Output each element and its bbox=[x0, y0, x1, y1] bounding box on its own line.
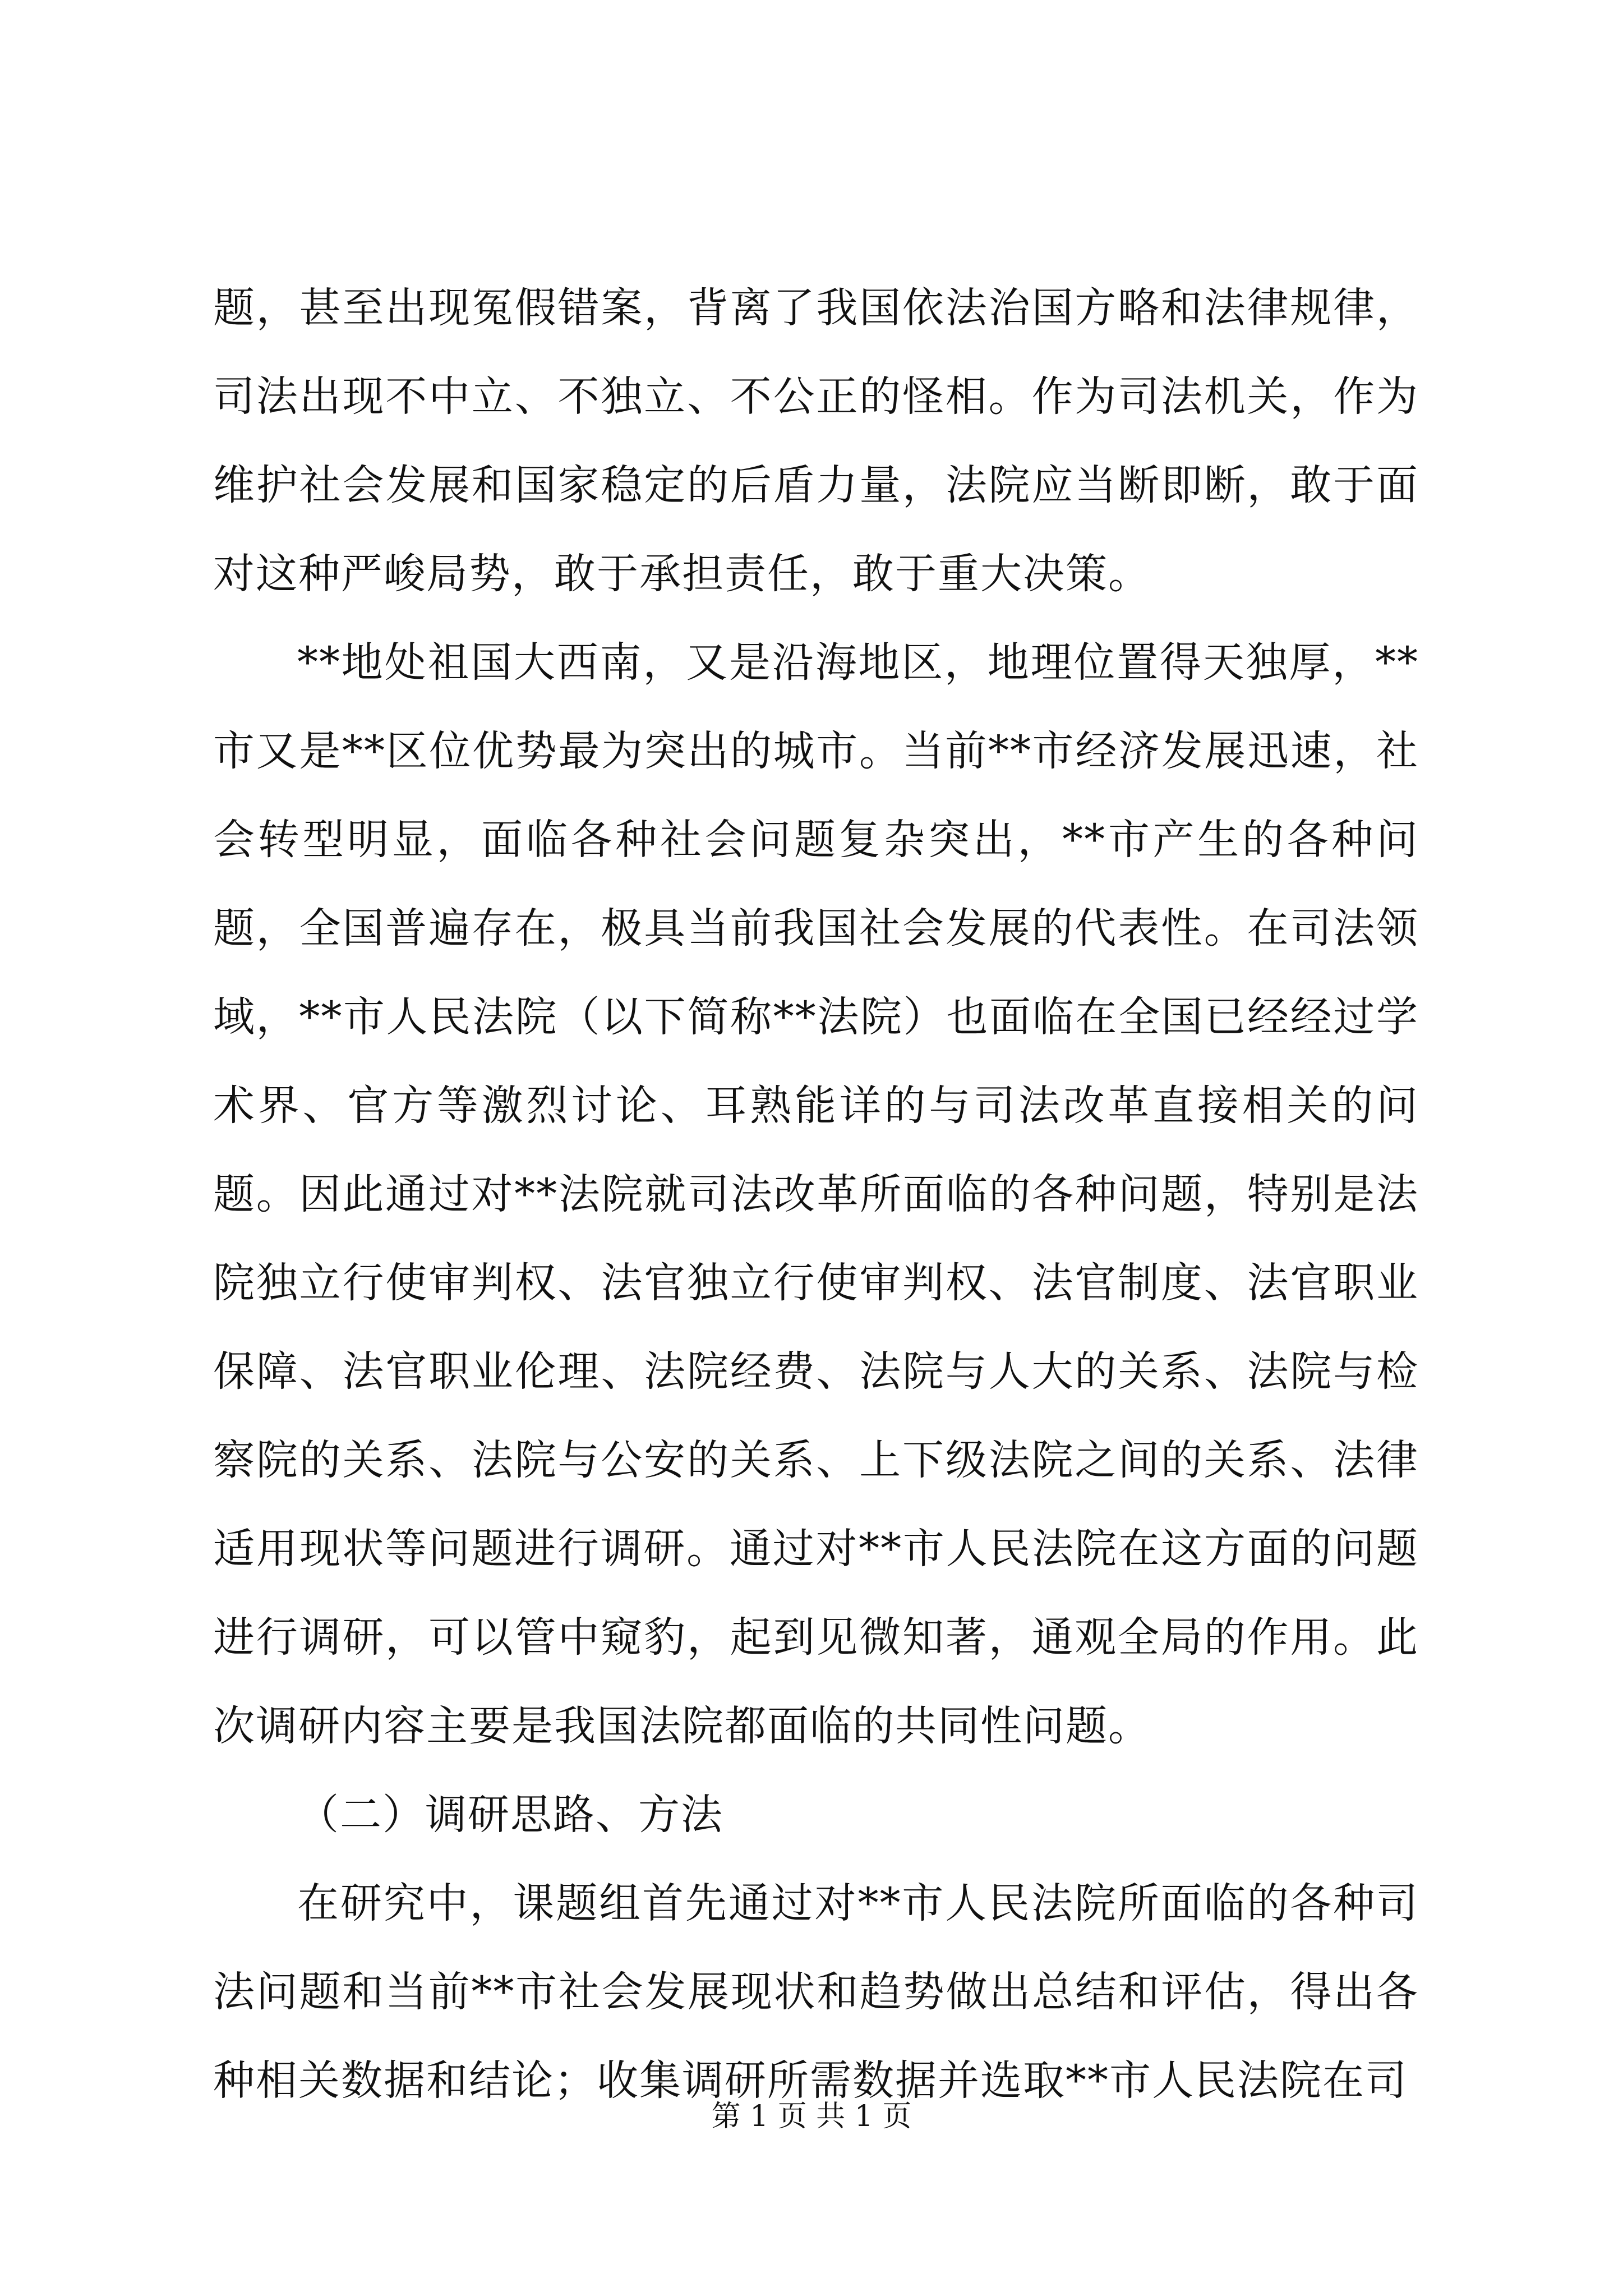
paragraph-background: **地处祖国大西南，又是沿海地区，地理位置得天独厚，**市又是**区位优势最为突出的城市。当前**市经济发展迅速，社会转型明显，面临各种社会问题复杂突出，**市产生的各种问题，全国普遍存在，极具当前我国社会发展的代表性。在司法领域，**市人民法院（以下简称**法院）也面临在全国已经经过学术界、官方等激烈讨论、耳熟能详的与司法改革直接相关的问题。因此通过对**法院就司法改革所面临的各种问题，特别是法院独立行使审判权、法官独立行使审判权、法官制度、法官职业保障、法官职业伦理、法院经费、法院与人大的关系、法院与检察院的关系、法院与公安的关系、上下级法院之间的关系、法律适用现状等问题进行调研。通过对**市人民法院在这方面的问题进行调研，可以管中窥豹，起到见微知著，通观全局的作用。此次调研内容主要是我国法院都面临的共同性问题。 bbox=[213, 638, 1419, 1750]
paragraph-continued: 题，甚至出现冤假错案，背离了我国依法治国方略和法律规律，司法出现不中立、不独立、不公正的怪相。作为司法机关，作为维护社会发展和国家稳定的后盾力量，法院应当断即断，敢于面对这种严峻局势，敢于承担责任，敢于重大决策。 bbox=[213, 284, 1419, 598]
page-footer: 第 1 页 共 1 页 bbox=[711, 2100, 912, 2133]
section-heading: （二）调研思路、方法 bbox=[297, 1791, 723, 1839]
document-body bbox=[213, 264, 1419, 2125]
paragraph-method: 在研究中，课题组首先通过对**市人民法院所面临的各种司法问题和当前**市社会发展现状和趋势做出总结和评估，得出各种相关数据和结论；收集调研所需数据并选取**市人民法院在司 bbox=[213, 1879, 1419, 2105]
